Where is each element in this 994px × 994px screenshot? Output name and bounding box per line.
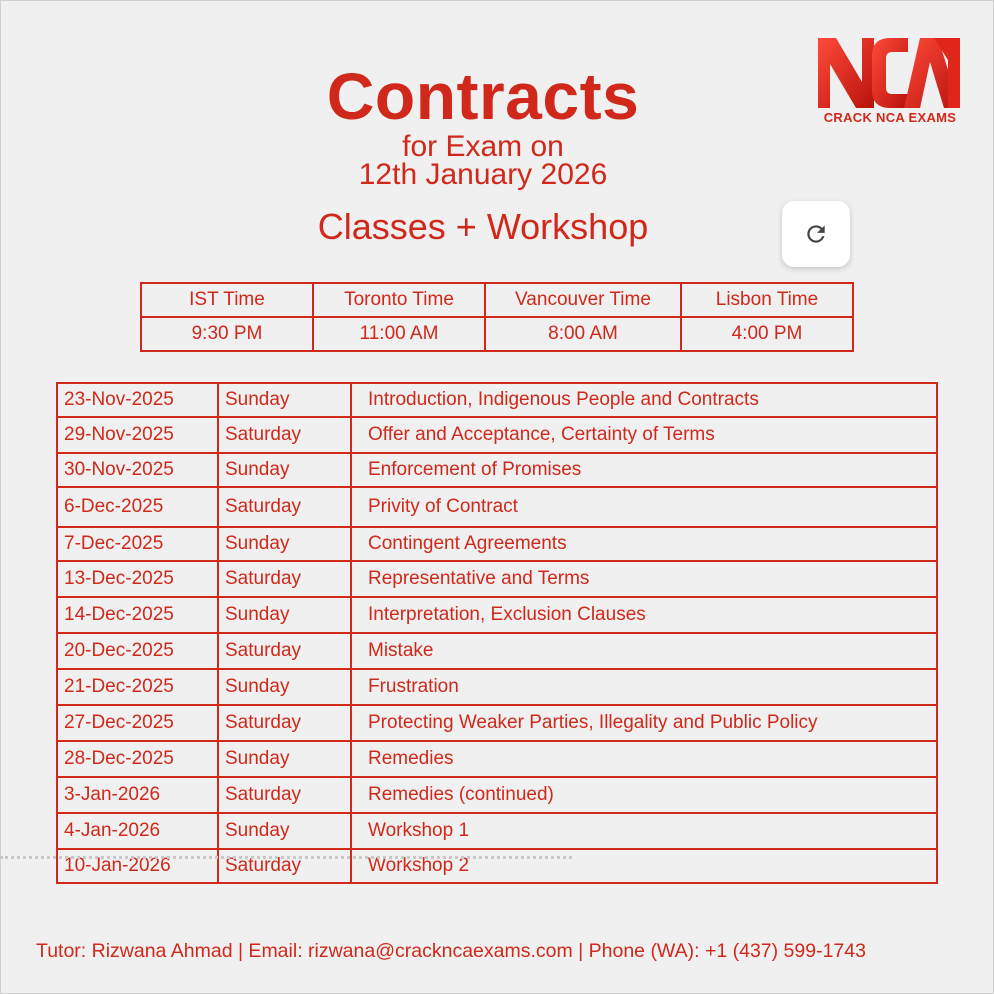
schedule-topic: Interpretation, Exclusion Clauses (351, 597, 937, 633)
schedule-date: 20-Dec-2025 (57, 633, 218, 669)
schedule-day: Saturday (218, 705, 351, 741)
tz-header-lisbon: Lisbon Time (681, 283, 853, 317)
schedule-day: Saturday (218, 561, 351, 597)
schedule-day: Saturday (218, 633, 351, 669)
schedule-topic: Remedies (351, 741, 937, 777)
schedule-topic: Enforcement of Promises (351, 453, 937, 487)
tz-value-vancouver: 8:00 AM (485, 317, 681, 351)
nca-logo-icon (816, 32, 962, 108)
schedule-row (57, 813, 937, 849)
schedule-row (57, 561, 937, 597)
schedule-day: Sunday (218, 669, 351, 705)
session-type: Classes + Workshop (317, 206, 649, 247)
timezone-value-row (141, 317, 853, 351)
exam-label: for Exam on (402, 130, 564, 163)
schedule-table (56, 382, 938, 884)
schedule-date: 3-Jan-2026 (57, 777, 218, 813)
schedule-date: 13-Dec-2025 (57, 561, 218, 597)
schedule-row (57, 487, 937, 527)
schedule-row (57, 741, 937, 777)
schedule-day: Sunday (218, 527, 351, 561)
schedule-day: Saturday (218, 487, 351, 527)
schedule-topic: Mistake (351, 633, 937, 669)
schedule-date: 4-Jan-2026 (57, 813, 218, 849)
schedule-date: 14-Dec-2025 (57, 597, 218, 633)
schedule-topic: Contingent Agreements (351, 527, 937, 561)
schedule-topic: Representative and Terms (351, 561, 937, 597)
refresh-icon (803, 221, 829, 247)
schedule-day: Sunday (218, 383, 351, 417)
schedule-date: 7-Dec-2025 (57, 527, 218, 561)
schedule-day: Sunday (218, 597, 351, 633)
schedule-date: 28-Dec-2025 (57, 741, 218, 777)
schedule-day: Sunday (218, 741, 351, 777)
timezone-header-row (141, 283, 853, 317)
schedule-topic: Workshop 1 (351, 813, 937, 849)
tz-header-toronto: Toronto Time (313, 283, 485, 317)
schedule-day: Saturday (218, 417, 351, 453)
exam-date: 12th January 2026 (358, 158, 608, 191)
tz-header-ist: IST Time (141, 283, 313, 317)
refresh-button[interactable] (782, 201, 850, 267)
brand-name: CRACK NCA EXAMS (823, 110, 957, 125)
schedule-topic: Privity of Contract (351, 487, 937, 527)
schedule-topic: Workshop 2 (351, 849, 937, 883)
schedule-date: 21-Dec-2025 (57, 669, 218, 705)
schedule-topic: Frustration (351, 669, 937, 705)
schedule-row (57, 849, 937, 883)
contact-footer: Tutor: Rizwana Ahmad | Email: rizwana@crackncaexams.com | Phone (WA): +1 (437) 599-1743 (36, 940, 866, 962)
schedule-topic: Offer and Acceptance, Certainty of Terms (351, 417, 937, 453)
tz-header-vancouver: Vancouver Time (485, 283, 681, 317)
page-title: Contracts (326, 59, 640, 133)
schedule-day: Saturday (218, 849, 351, 883)
schedule-row (57, 383, 937, 417)
schedule-row (57, 669, 937, 705)
schedule-row (57, 453, 937, 487)
timezone-table (140, 282, 854, 352)
schedule-topic: Remedies (continued) (351, 777, 937, 813)
schedule-day: Saturday (218, 777, 351, 813)
schedule-row (57, 633, 937, 669)
schedule-day: Sunday (218, 453, 351, 487)
dotted-divider (0, 856, 572, 859)
schedule-date: 27-Dec-2025 (57, 705, 218, 741)
schedule-topic: Protecting Weaker Parties, Illegality and Public Policy (351, 705, 937, 741)
schedule-date: 30-Nov-2025 (57, 453, 218, 487)
schedule-date: 23-Nov-2025 (57, 383, 218, 417)
schedule-row (57, 417, 937, 453)
brand-logo (812, 32, 968, 130)
schedule-day: Sunday (218, 813, 351, 849)
schedule-row (57, 777, 937, 813)
schedule-date: 6-Dec-2025 (57, 487, 218, 527)
tz-value-toronto: 11:00 AM (313, 317, 485, 351)
tz-value-lisbon: 4:00 PM (681, 317, 853, 351)
schedule-date: 29-Nov-2025 (57, 417, 218, 453)
schedule-topic: Introduction, Indigenous People and Contracts (351, 383, 937, 417)
schedule-date: 10-Jan-2026 (57, 849, 218, 883)
schedule-row (57, 597, 937, 633)
tz-value-ist: 9:30 PM (141, 317, 313, 351)
schedule-row (57, 527, 937, 561)
schedule-row (57, 705, 937, 741)
